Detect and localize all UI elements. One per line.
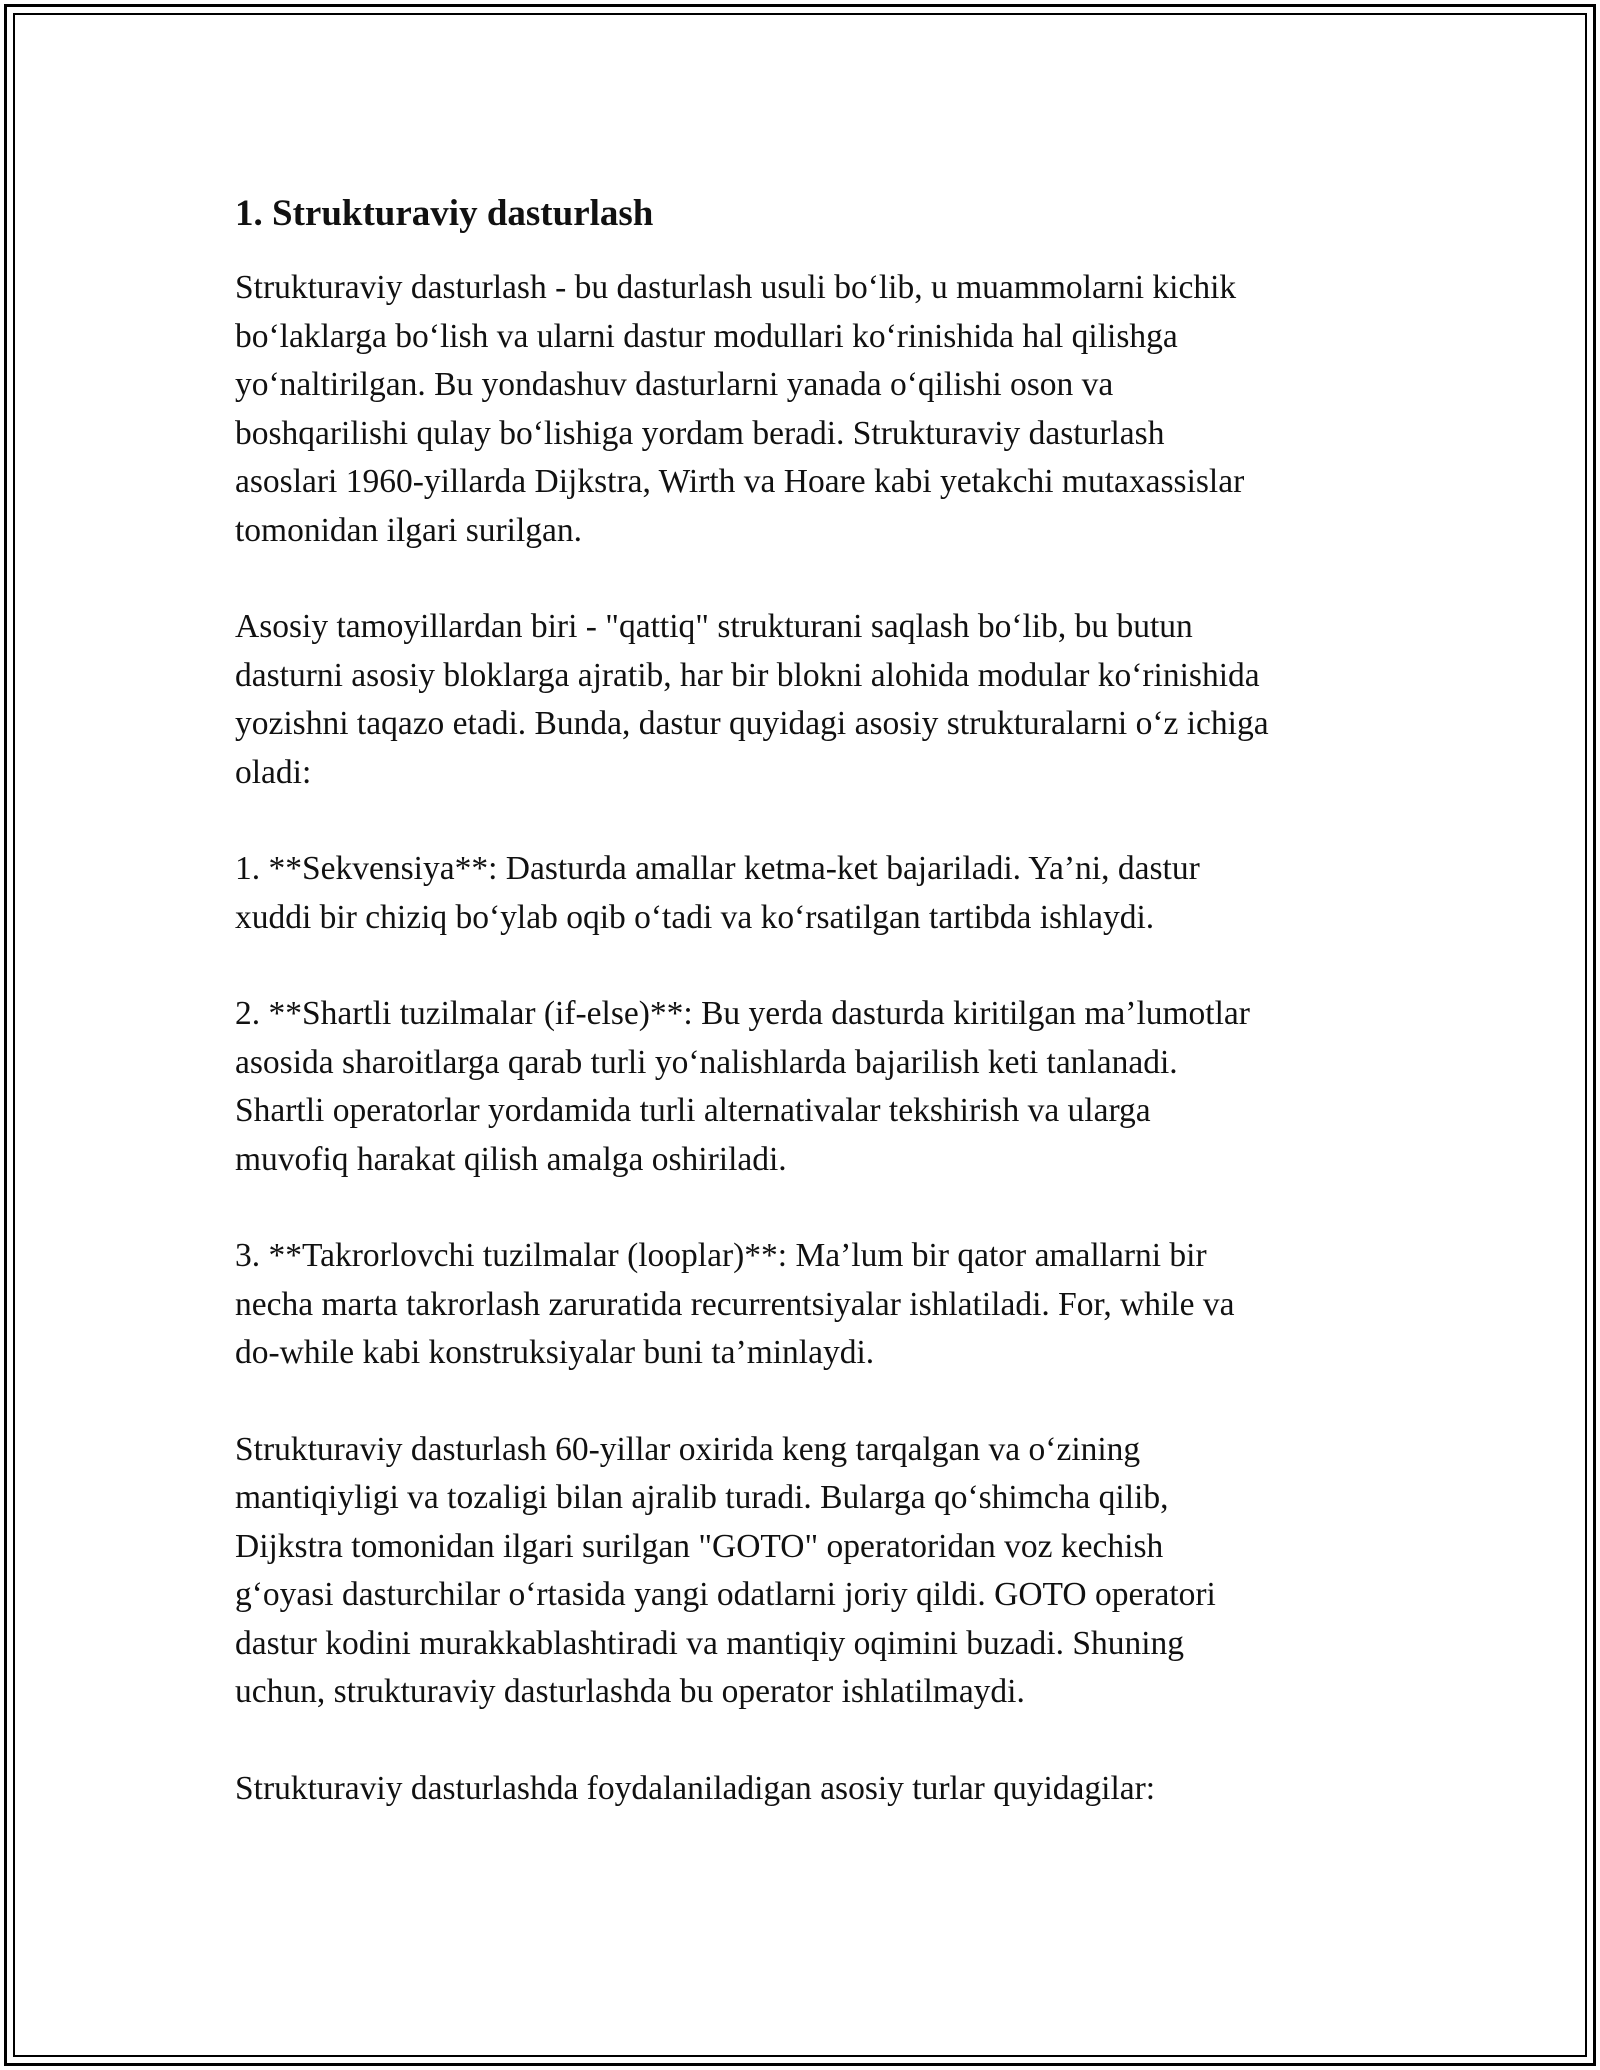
text-line: dasturni asosiy bloklarga ajratib, har bir blokni alohida modular koʻrinishida: [235, 656, 1260, 694]
text-line: muvofiq harakat qilish amalga oshiriladi.: [235, 1140, 787, 1178]
text-line: tomonidan ilgari surilgan.: [235, 511, 583, 549]
text-line: xuddi bir chiziq boʻylab oqib oʻtadi va koʻrsatilgan tartibda ishlaydi.: [235, 898, 1155, 936]
text-line: 1. **Sekvensiya**: Dasturda amallar ketma-ket bajariladi. Ya’ni, dastur: [235, 850, 1200, 887]
paragraph-list: [235, 264, 1375, 1813]
text-line: Strukturaviy dasturlash - bu dasturlash usuli boʻlib, u muammolarni kichik: [235, 269, 1237, 306]
text-line: gʻoyasi dasturchilar oʻrtasida yangi odatlarni joriy qildi. GOTO operatori: [235, 1576, 1216, 1613]
text-line: Shartli operatorlar yordamida turli alternativalar tekshirish va ularga: [235, 1092, 1151, 1129]
paragraph: [235, 264, 1375, 555]
text-line: mantiqiyligi va tozaligi bilan ajralib turadi. Bularga qoʻshimcha qilib,: [235, 1479, 1169, 1516]
text-line: uchun, strukturaviy dasturlashda bu operator ishlatilmaydi.: [235, 1673, 1025, 1710]
text-line: yozishni taqazo etadi. Bunda, dastur quyidagi asosiy strukturalarni oʻz ichiga: [235, 705, 1269, 742]
text-line: Dijkstra tomonidan ilgari surilgan "GOTO" operatoridan voz kechish: [235, 1527, 1164, 1565]
paragraph: [235, 990, 1375, 1184]
text-line: Strukturaviy dasturlash 60-yillar oxirida keng tarqalgan va oʻzining: [235, 1430, 1141, 1468]
paragraph: [235, 603, 1375, 797]
text-line: do-while kabi konstruksiyalar buni ta’minlaydi.: [235, 1334, 875, 1371]
text-line: 2. **Shartli tuzilmalar (if-else)**: Bu yerda dasturda kiritilgan ma’lumotlar: [235, 995, 1250, 1032]
text-line: asosida sharoitlarga qarab turli yoʻnalishlarda bajarilish keti tanlanadi.: [235, 1043, 1178, 1081]
paragraph: [235, 1232, 1375, 1378]
text-line: boʻlaklarga boʻlish va ularni dastur modullari koʻrinishida hal qilishga: [235, 317, 1178, 355]
paragraph: [235, 845, 1375, 942]
text-line: Asosiy tamoyillardan biri - "qattiq" strukturani saqlash boʻlib, bu butun: [235, 608, 1193, 645]
text-line: asoslari 1960-yillarda Dijkstra, Wirth va Hoare kabi yetakchi mutaxassislar: [235, 463, 1245, 500]
text-line: oladi:: [235, 753, 312, 791]
text-line: necha marta takrorlash zaruratida recurrentsiyalar ishlatiladi. For, while va: [235, 1285, 1235, 1323]
text-line: boshqarilishi qulay boʻlishiga yordam beradi. Strukturaviy dasturlash: [235, 414, 1165, 452]
paragraph: [235, 1765, 1375, 1814]
text-line: yoʻnaltirilgan. Bu yondashuv dasturlarni yanada oʻqilishi oson va: [235, 366, 1114, 403]
paragraph: [235, 1426, 1375, 1717]
text-line: dastur kodini murakkablashtiradi va mantiqiy oqimini buzadi. Shuning: [235, 1624, 1185, 1662]
text-line: Strukturaviy dasturlashda foydalaniladigan asosiy turlar quyidagilar:: [235, 1769, 1156, 1807]
section-heading: 1. Strukturaviy dasturlash: [235, 193, 654, 234]
document-body: [235, 186, 1375, 1861]
text-line: 3. **Takrorlovchi tuzilmalar (looplar)**: Ma’lum bir qator amallarni bir: [235, 1237, 1207, 1274]
